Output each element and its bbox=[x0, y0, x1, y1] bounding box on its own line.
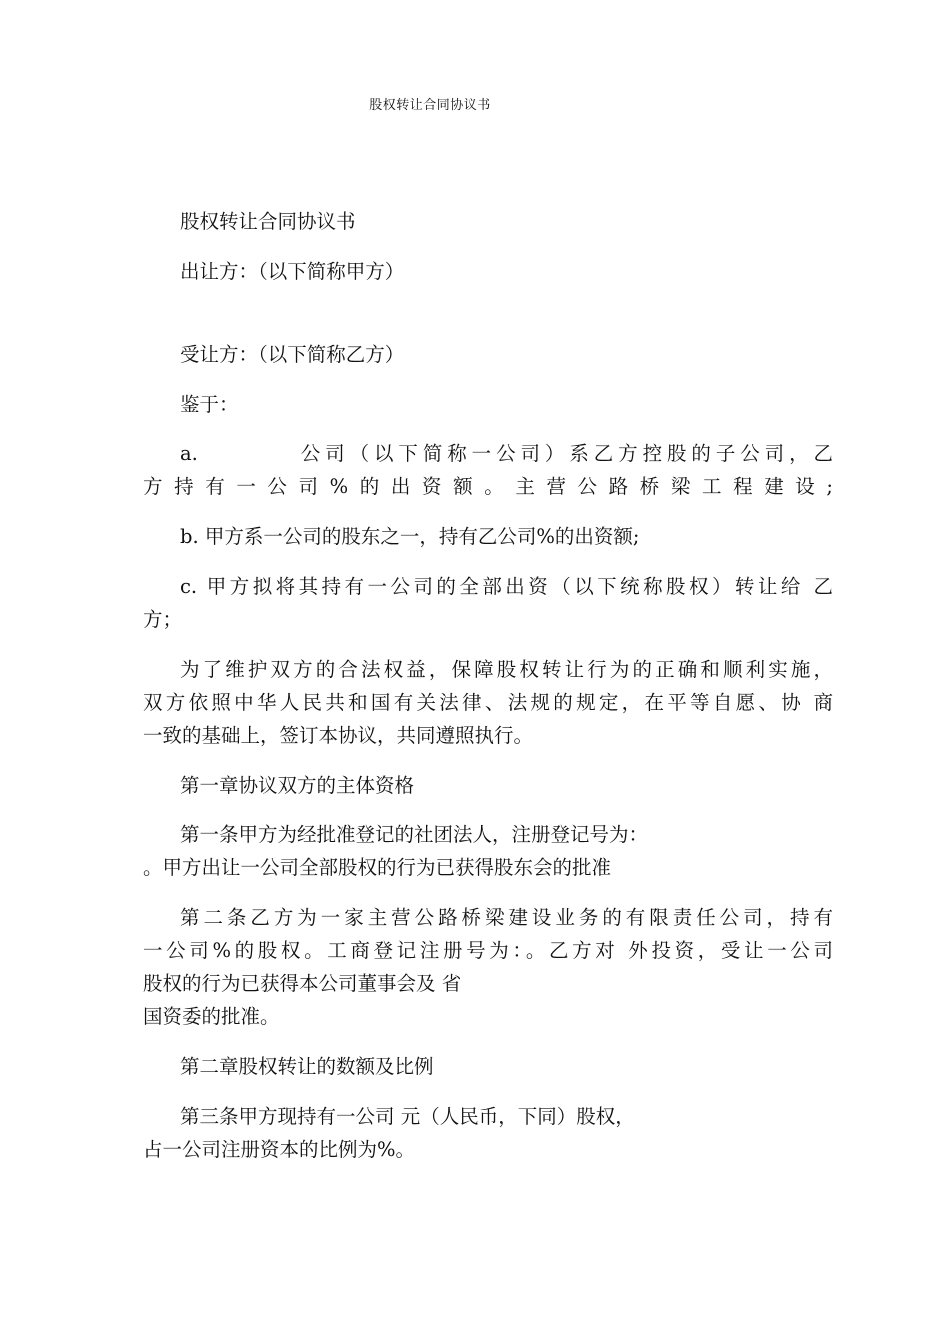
article-1-line-1: 第一条甲方为经批准登记的社团法人，注册登记号为： bbox=[180, 823, 649, 846]
item-a-line-1 bbox=[143, 437, 833, 470]
item-a-marker: a. bbox=[180, 442, 198, 465]
purpose-line-3: 一致的基础上，签订本协议，共同遵照执行。 bbox=[143, 724, 534, 747]
article-2-line-4: 国资委的批准。 bbox=[143, 1005, 280, 1028]
chapter-2-heading: 第二章股权转让的数额及比例 bbox=[180, 1055, 434, 1078]
purpose-line-2: 双方依照中华人民共和国有关法律、法规的规定，在平等自愿、协 商 bbox=[143, 691, 833, 714]
article-2-line-2: 一公司%的股权。工商登记注册号为：。乙方对 外投资，受让一公司 bbox=[143, 939, 833, 962]
transferee-line: 受让方：（以下简称乙方） bbox=[180, 343, 405, 366]
item-b-line: b. 甲方系一公司的股东之一，持有乙公司%的出资额; bbox=[180, 525, 640, 548]
item-a-text: 公司（以下简称一公司）系乙方控股的子公司，乙 bbox=[295, 442, 833, 465]
transferor-line: 出让方：（以下简称甲方） bbox=[180, 260, 405, 283]
purpose-line-1: 为了维护双方的合法权益，保障股权转让行为的正确和顺利实施， bbox=[180, 658, 833, 681]
article-2-line-1: 第二条乙方为一家主营公路桥梁建设业务的有限责任公司，持有 bbox=[180, 906, 833, 929]
article-3-line-1: 第三条甲方现持有一公司 元（人民币，下同）股权， bbox=[180, 1105, 635, 1128]
article-3-line-2: 占一公司注册资本的比例为%。 bbox=[143, 1138, 416, 1161]
document-title: 股权转让合同协议书 bbox=[180, 210, 356, 233]
chapter-1-heading: 第一章协议双方的主体资格 bbox=[180, 774, 415, 797]
item-c-line-1: c. 甲方拟将其持有一公司的全部出资（以下统称股权）转让给 乙 bbox=[180, 575, 833, 598]
whereas-heading: 鉴于： bbox=[180, 393, 239, 416]
item-c-line-2: 方； bbox=[143, 608, 183, 631]
page-header: 股权转让合同协议书 bbox=[369, 98, 491, 113]
article-2-line-3: 股权的行为已获得本公司董事会及 省 bbox=[143, 972, 462, 995]
article-1-line-2: 。甲方出让一公司全部股权的行为已获得股东会的批准 bbox=[143, 856, 612, 879]
item-a-line-2: 方持有一公司%的出资额。主营公路桥梁工程建设; bbox=[143, 475, 833, 498]
